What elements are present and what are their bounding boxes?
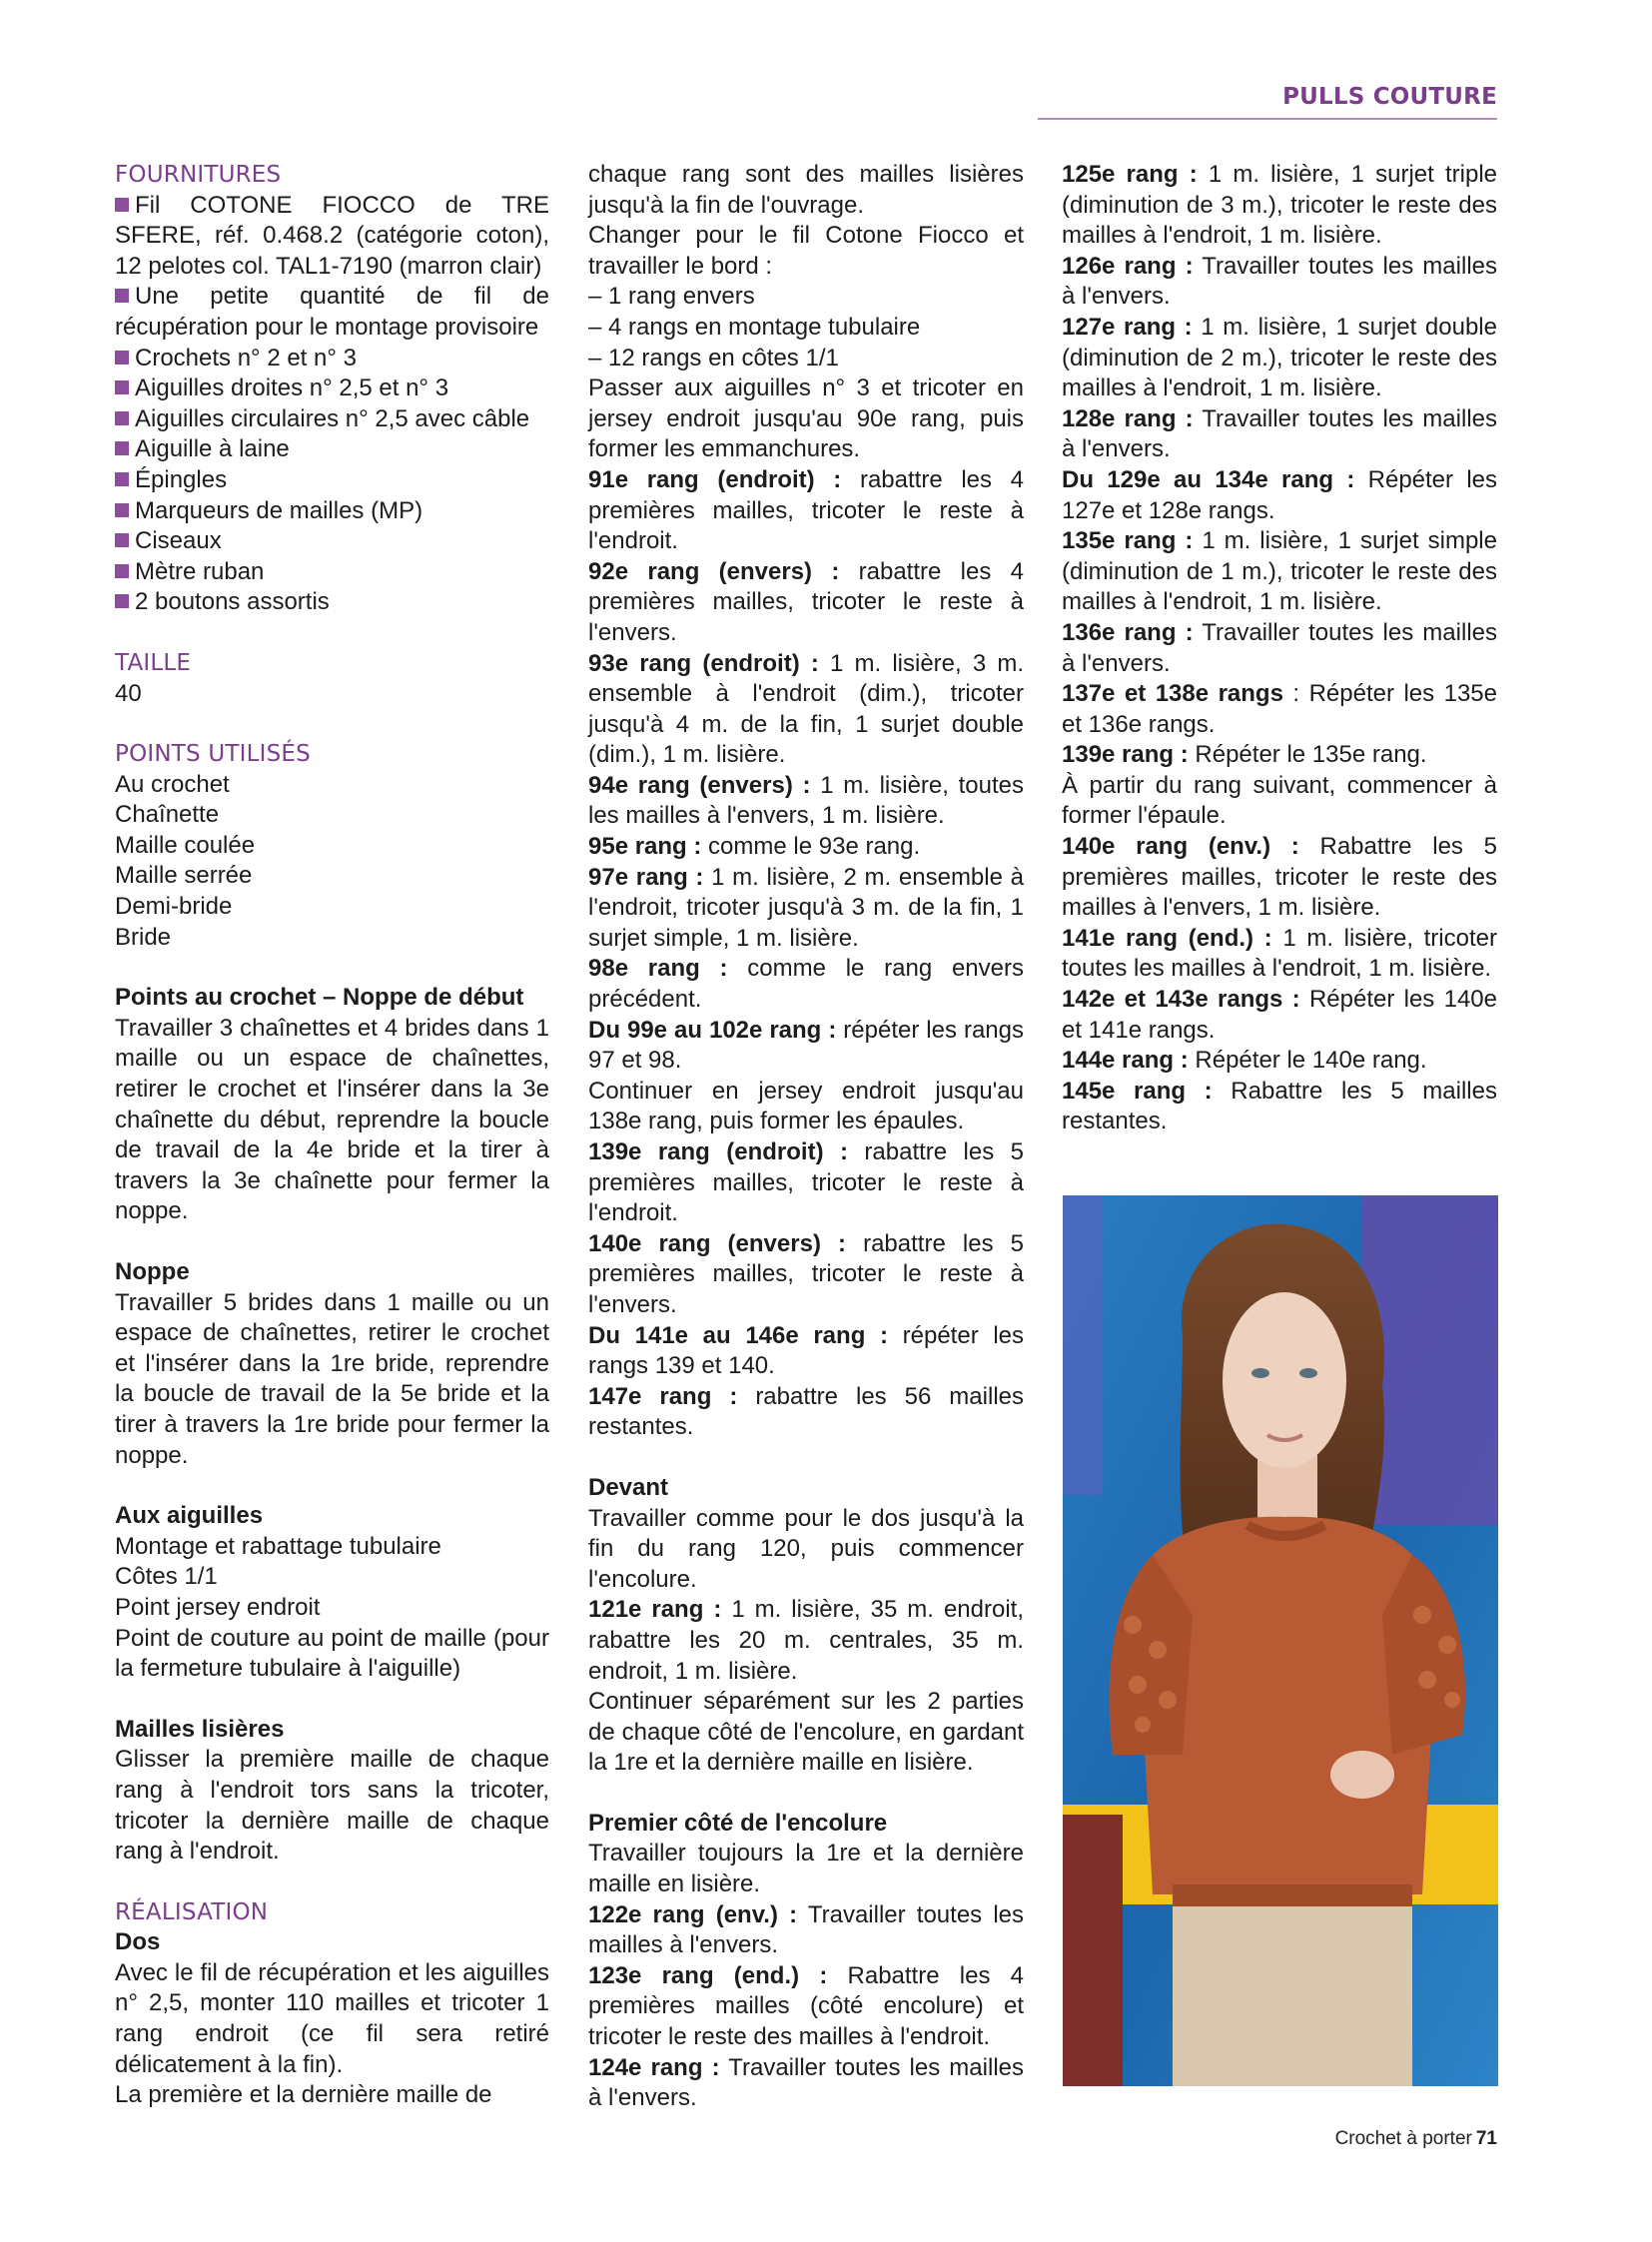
supply-item: Crochets n° 2 et n° 3 bbox=[115, 344, 549, 374]
page-header bbox=[1038, 84, 1497, 110]
row-instruction: 128e rang : Travailler toutes les mailles à l'envers. bbox=[1062, 404, 1497, 463]
row-instruction: 142e et 143e rangs : Répéter les 140e et 141e rangs. bbox=[1062, 986, 1497, 1044]
premier-cote-heading: Premier côté de l'encolure bbox=[588, 1809, 888, 1837]
column-3 bbox=[1062, 160, 1497, 1137]
row-instruction: 139e rang (endroit) : rabattre les 5 premières mailles, tricoter le reste à l'endroit. bbox=[588, 1138, 1024, 1227]
sweater-hem bbox=[1173, 1884, 1412, 1906]
row-instruction: 125e rang : 1 m. lisière, 1 surjet triple (diminution de 3 m.), tricoter le reste des mailles à l'endroit, 1 m. lisière. bbox=[1062, 161, 1497, 250]
eye-left bbox=[1251, 1368, 1269, 1378]
row-instruction: 126e rang : Travailler toutes les mailles à l'envers. bbox=[1062, 252, 1497, 311]
backdrop-violet bbox=[1063, 1195, 1103, 1495]
aiguilles-item: Point de couture au point de maille (pour la fermeture tubulaire à l'aiguille) bbox=[115, 1624, 549, 1683]
lisieres-heading: Mailles lisières bbox=[115, 1715, 285, 1743]
premier-cote-text: Travailler toujours la 1re et la dernière maille en lisière. bbox=[588, 1840, 1024, 1898]
section-label: PULLS COUTURE bbox=[1282, 84, 1497, 110]
bullet-square-icon bbox=[115, 289, 129, 303]
aiguilles-heading: Aux aiguilles bbox=[115, 1502, 264, 1530]
supply-item: Aiguilles droites n° 2,5 et n° 3 bbox=[115, 374, 549, 404]
hand-shape bbox=[1330, 1751, 1394, 1799]
noppe-debut-heading: Points au crochet – Noppe de début bbox=[115, 984, 524, 1012]
separe-text: Continuer séparément sur les 2 parties de chaque côté de l'encolure, en gardant la 1re et la dernière maille en lisière. bbox=[588, 1688, 1024, 1777]
supply-item: Mètre ruban bbox=[115, 557, 549, 588]
border-step: – 1 rang envers bbox=[588, 283, 755, 311]
bullet-square-icon bbox=[115, 472, 129, 486]
header-rule bbox=[1038, 118, 1497, 120]
row-instruction: 136e rang : Travailler toutes les mailles à l'envers. bbox=[1062, 618, 1497, 677]
bullet-square-icon bbox=[115, 380, 129, 394]
point-item: Maille serrée bbox=[115, 862, 253, 890]
bullet-square-icon bbox=[115, 198, 129, 212]
supply-item: Une petite quantité de fil de récupération pour le montage provisoire bbox=[115, 283, 549, 341]
dos-text-continued: La première et la dernière maille de bbox=[115, 2081, 492, 2109]
aiguilles-item: Point jersey endroit bbox=[115, 1593, 321, 1621]
fournitures-list bbox=[115, 191, 549, 618]
column-2 bbox=[588, 160, 1024, 2114]
aiguilles-item: Montage et rabattage tubulaire bbox=[115, 1532, 441, 1560]
dos-continued-text: chaque rang sont des mailles lisières jusqu'à la fin de l'ouvrage. bbox=[588, 161, 1024, 219]
supply-item: 2 boutons assortis bbox=[115, 587, 549, 618]
noppe-text: Travailler 5 brides dans 1 maille ou un espace de chaînettes, retirer le crochet et l'insérer dans la 1re bride, reprendre la boucle de travail de la 5e bride et la tirer à travers la 1re bride pour fermer la noppe. bbox=[115, 1288, 549, 1469]
row-instruction: 122e rang (env.) : Travailler toutes les mailles à l'envers. bbox=[588, 1900, 1025, 1959]
aiguilles-item: Côtes 1/1 bbox=[115, 1563, 218, 1591]
point-item: Demi-bride bbox=[115, 893, 233, 921]
taille-heading: TAILLE bbox=[115, 649, 192, 676]
realisation-heading: RÉALISATION bbox=[115, 1898, 269, 1925]
dos-text: Avec le fil de récupération et les aiguilles n° 2,5, monter 110 mailles et tricoter 1 rang endroit (ce fil sera retiré délicatement à la fin). bbox=[115, 1958, 549, 2078]
row-instruction: 98e rang : comme le rang envers précédent. bbox=[588, 955, 1024, 1014]
dos-continued-text: Passer aux aiguilles n° 3 et tricoter en jersey endroit jusqu'au 90e rang, puis former les emmanchures. bbox=[588, 374, 1024, 463]
point-item: Bride bbox=[115, 923, 172, 951]
border-step: – 12 rangs en côtes 1/1 bbox=[588, 344, 839, 372]
row-instruction: 137e et 138e rangs : Répéter les 135e et 136e rangs. bbox=[1062, 680, 1497, 738]
column-1 bbox=[115, 160, 549, 2111]
supply-item: Fil COTONE FIOCCO de TRE SFERE, réf. 0.468.2 (catégorie coton), 12 pelotes col. TAL1-7190 (marron clair) bbox=[115, 191, 549, 280]
page-number: 71 bbox=[1475, 2128, 1497, 2149]
magazine-name: Crochet à porter bbox=[1334, 2128, 1472, 2149]
row-instruction: 127e rang : 1 m. lisière, 1 surjet double (diminution de 2 m.), tricoter le reste des mailles à l'endroit, 1 m. lisière. bbox=[1062, 313, 1497, 402]
row-instruction: Du 141e au 146e rang : répéter les rangs 139 et 140. bbox=[588, 1321, 1025, 1380]
row-instruction: 97e rang : 1 m. lisière, 2 m. ensemble à l'endroit, tricoter jusqu'à 3 m. de la fin, 1 surjet simple, 1 m. lisière. bbox=[588, 863, 1024, 952]
bullet-square-icon bbox=[115, 533, 129, 547]
row-instruction: 141e rang (end.) : 1 m. lisière, tricoter toutes les mailles à l'endroit, 1 m. lisière. bbox=[1062, 924, 1497, 983]
row-instruction: 121e rang : 1 m. lisière, 35 m. endroit, rabattre les 20 m. centrales, 35 m. endroit, 1 m. lisière. bbox=[588, 1596, 1024, 1685]
bullet-square-icon bbox=[115, 411, 129, 425]
model-illustration bbox=[1063, 1195, 1498, 2086]
noppe-debut-text: Travailler 3 chaînettes et 4 brides dans 1 maille ou un espace de chaînettes, retirer le crochet et l'insérer dans la 3e chaînette du début, reprendre la boucle de travail de la 4e bride et la tirer à travers la 3e chaînette pour fermer la noppe. bbox=[115, 1014, 549, 1225]
row-instruction: 91e rang (endroit) : rabattre les 4 premières mailles, tricoter le reste à l'endroit. bbox=[588, 465, 1025, 555]
point-item: Maille coulée bbox=[115, 831, 256, 859]
row-instruction: 140e rang (envers) : rabattre les 5 premières mailles, tricoter le reste à l'envers. bbox=[588, 1229, 1024, 1318]
points-heading: POINTS UTILISÉS bbox=[115, 741, 311, 768]
row-instruction: 94e rang (envers) : 1 m. lisière, toutes les mailles à l'envers, 1 m. lisière. bbox=[588, 771, 1024, 830]
row-instruction: 92e rang (envers) : rabattre les 4 premières mailles, tricoter le reste à l'envers. bbox=[588, 557, 1025, 646]
row-instruction: 123e rang (end.) : Rabattre les 4 premières mailles (côté encolure) et tricoter le reste des mailles à l'endroit. bbox=[588, 1961, 1024, 2051]
dos-continued-text: Changer pour le fil Cotone Fiocco et travailler le bord : bbox=[588, 222, 1024, 280]
row-instruction: 145e rang : Rabattre les 5 mailles restantes. bbox=[1062, 1077, 1497, 1135]
row-instruction: 95e rang : comme le 93e rang. bbox=[588, 833, 921, 861]
bullet-square-icon bbox=[115, 594, 129, 608]
eye-right bbox=[1299, 1368, 1317, 1378]
row-instruction: 124e rang : Travailler toutes les mailles à l'envers. bbox=[588, 2053, 1024, 2112]
bullet-square-icon bbox=[115, 564, 129, 578]
supply-item: Ciseaux bbox=[115, 526, 549, 557]
trousers-shape bbox=[1173, 1894, 1412, 2086]
row-instruction: 144e rang : Répéter le 140e rang. bbox=[1062, 1047, 1427, 1075]
bullet-square-icon bbox=[115, 351, 129, 365]
point-item: Chaînette bbox=[115, 801, 220, 829]
supply-item: Marqueurs de mailles (MP) bbox=[115, 496, 549, 527]
row-instruction: 147e rang : rabattre les 56 mailles restantes. bbox=[588, 1382, 1024, 1441]
devant-text: Travailler comme pour le dos jusqu'à la fin du rang 120, puis commencer l'encolure. bbox=[588, 1504, 1024, 1593]
continue-text: Continuer en jersey endroit jusqu'au 138e rang, puis former les épaules. bbox=[588, 1077, 1024, 1135]
noppe-heading: Noppe bbox=[115, 1258, 190, 1285]
supply-item: Aiguilles circulaires n° 2,5 avec câble bbox=[115, 404, 549, 435]
row-instruction: Du 99e au 102e rang : répéter les rangs 97 et 98. bbox=[588, 1016, 1024, 1075]
model-photo bbox=[1063, 1195, 1498, 2086]
point-item: Au crochet bbox=[115, 770, 230, 798]
supply-item: Épingles bbox=[115, 465, 549, 496]
row-instruction: Du 129e au 134e rang : Répéter les 127e et 128e rangs. bbox=[1062, 465, 1498, 524]
fournitures-heading: FOURNITURES bbox=[115, 162, 282, 188]
lisieres-text: Glisser la première maille de chaque rang à l'endroit tors sans la tricoter, tricoter la dernière maille de chaque rang à l'endroit. bbox=[115, 1746, 549, 1866]
bullet-square-icon bbox=[115, 441, 129, 455]
taille-value: 40 bbox=[115, 679, 142, 707]
bullet-square-icon bbox=[115, 503, 129, 517]
backdrop-red bbox=[1063, 1815, 1123, 2086]
dos-heading: Dos bbox=[115, 1928, 161, 1956]
supply-item: Aiguille à laine bbox=[115, 434, 549, 465]
devant-heading: Devant bbox=[588, 1473, 669, 1501]
page-footer bbox=[1335, 2128, 1497, 2150]
epaule-text: À partir du rang suivant, commencer à former l'épaule. bbox=[1062, 771, 1497, 830]
row-instruction: 140e rang (env.) : Rabattre les 5 premières mailles, tricoter le reste des mailles à l'envers, 1 m. lisière. bbox=[1062, 833, 1497, 922]
row-instruction: 139e rang : Répéter le 135e rang. bbox=[1062, 741, 1427, 769]
row-instruction: 135e rang : 1 m. lisière, 1 surjet simple (diminution de 1 m.), tricoter le reste des mailles à l'endroit, 1 m. lisière. bbox=[1062, 527, 1497, 616]
row-instruction: 93e rang (endroit) : 1 m. lisière, 3 m. ensemble à l'endroit (dim.), tricoter jusqu'à 4 m. de la fin, 1 surjet double (dim.), 1 m. lisière. bbox=[588, 649, 1025, 769]
border-step: – 4 rangs en montage tubulaire bbox=[588, 313, 921, 341]
